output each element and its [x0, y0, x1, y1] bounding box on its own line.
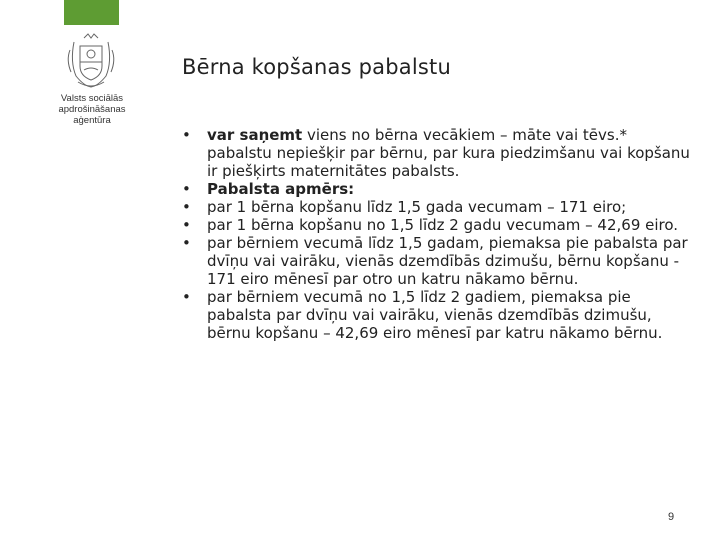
bullet-item — [180, 126, 690, 180]
slide-title: Bērna kopšanas pabalstu — [182, 55, 451, 79]
coat-of-arms-icon — [62, 32, 120, 90]
agency-line: Valsts sociālās — [60, 93, 124, 104]
bullet-text: viens no bērna vecākiem – māte vai tēvs.* pabalstu nepiešķir par bērnu, par kura piedzimšanu vai kopšanu ir piešķirts maternitātes pabalsts. — [207, 126, 690, 180]
bullet-text: par 1 bērna kopšanu no 1,5 līdz 2 gadu vecumam – 42,69 eiro. — [207, 216, 679, 234]
agency-name — [52, 93, 132, 126]
bullet-item — [180, 234, 690, 288]
agency-line: apdrošināšanas — [58, 104, 126, 115]
brand-color-bar — [64, 0, 119, 25]
agency-line: aģentūra — [73, 115, 111, 126]
page-number: 9 — [668, 511, 675, 523]
bullet-bold-text: Pabalsta apmērs: — [207, 180, 355, 198]
bullet-item — [180, 180, 690, 198]
bullet-item — [180, 216, 690, 234]
bullet-item — [180, 288, 690, 342]
bullet-bold-text: var saņemt — [207, 126, 303, 144]
bullet-text: par bērniem vecumā līdz 1,5 gadam, piemaksa pie pabalsta par dvīņu vai vairāku, vienās dzemdībās dzimušu, bērnu kopšanu - 171 eiro mēnesī par otro un katru nākamo bērnu. — [207, 234, 688, 288]
bullet-text: par bērniem vecumā no 1,5 līdz 2 gadiem, piemaksa pie pabalsta par dvīņu vai vairāku, vienās dzemdībās dzimušu, bērnu kopšanu – 42,69 eiro mēnesī par katru nākamo bērnu. — [207, 288, 663, 342]
bullet-text: par 1 bērna kopšanu līdz 1,5 gada vecumam – 171 eiro; — [207, 198, 627, 216]
bullet-list — [180, 126, 690, 342]
bullet-item — [180, 198, 690, 216]
